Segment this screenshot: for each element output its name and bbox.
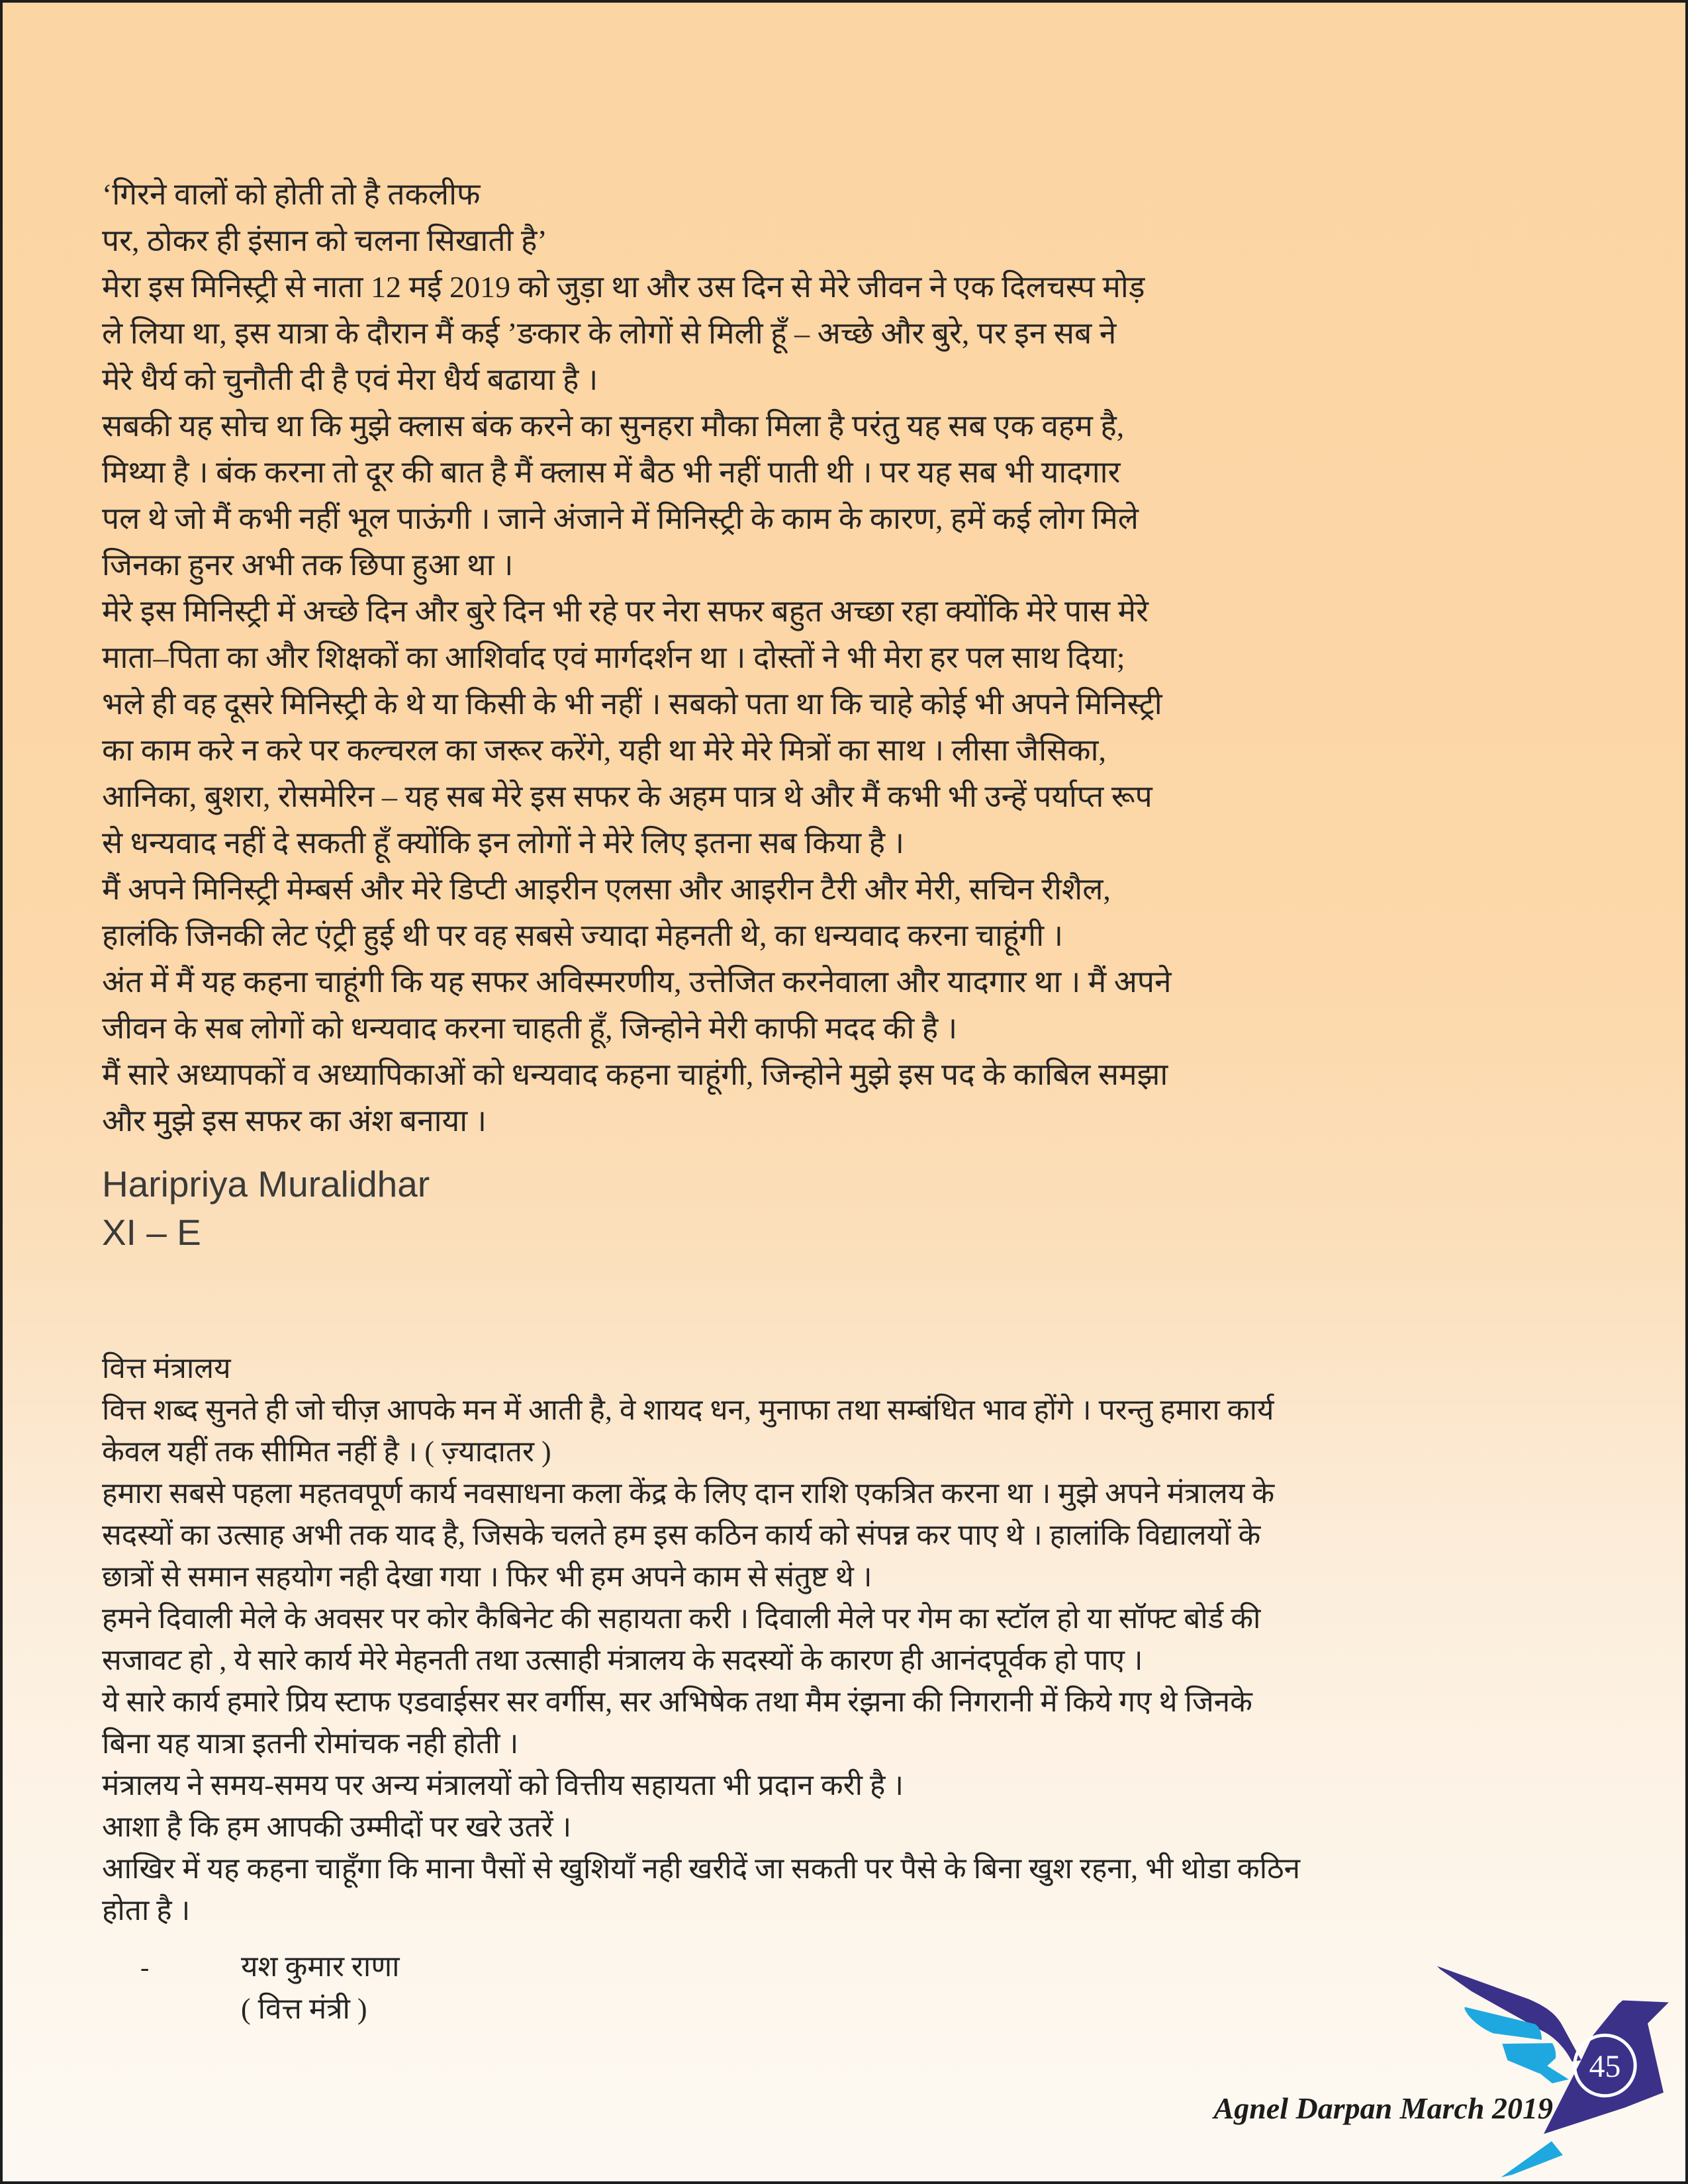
text-line: से धन्यवाद नहीं दे सकती हूँ क्योंकि इन लोगों ने मेरे लिए इतना सब किया है । <box>102 826 905 860</box>
text-line: पल थे जो मैं कभी नहीं भूल पाऊंगी । जाने अंजाने में मिनिस्ट्री के काम के कारण, हमें कई लोग मिले <box>102 502 1139 535</box>
signature-row <box>102 1946 1619 1988</box>
text-line: जीवन के सब लोगों को धन्यवाद करना चाहती हूँ, जिन्होने मेरी काफी मदद की है । <box>102 1011 958 1045</box>
article-ministry-reflection <box>102 171 1626 1257</box>
bird-feather-icon <box>1539 2062 1569 2083</box>
text-line: वित्त शब्द सुनते ही जो चीज़ आपके मन में आती है, वे शायद धन, मुनाफा तथा सम्बंधित भाव होंगे । परन्तु हमारा कार्य <box>102 1394 1274 1426</box>
text-line: माता–पिता का और शिक्षकों का आशिर्वाद एवं मार्गदर्शन था । दोस्तों ने भी मेरा हर पल साथ दिया; <box>102 641 1125 674</box>
text-line: मैं अपने मिनिस्ट्री मेम्बर्स और मेरे डिप्टी आइरीन एलसा और आइरीन टैरी और मेरी, सचिन रीशैल, <box>102 872 1111 906</box>
text-line: का काम करे न करे पर कल्चरल का जरूर करेंगे, यही था मेरे मेरे मित्रों का साथ । लीसा जैसिका, <box>102 733 1107 767</box>
article-finance-ministry <box>102 1347 1619 2030</box>
text-line: मैं सारे अध्यापकों व अध्यापिकाओं को धन्यवाद कहना चाहूंगी, जिन्होने मुझे इस पद के काबिल समझा <box>102 1058 1168 1091</box>
text-line: आखिर में यह कहना चाहूँगा कि माना पैसों से खुशियाँ नही खरीदें जा सकती पर पैसे के बिना खुश रहना, भी थोडा कठिन <box>102 1852 1301 1885</box>
text-line: हमारा सबसे पहला महतवपूर्ण कार्य नवसाधना कला केंद्र के लिए दान राशि एकत्रित करना था । मुझे अपने मंत्रालय के <box>102 1477 1275 1510</box>
author-block <box>102 1160 1626 1257</box>
magazine-footer: Agnel Darpan March 2019 <box>1213 2091 1553 2125</box>
text-line: होता है । <box>102 1894 191 1927</box>
text-line: मेरा इस मिनिस्ट्री से नाता 12 मई 2019 को जुड़ा था और उस दिन से मेरे जीवन ने एक दिलचस्प मोड़ <box>102 270 1145 304</box>
author-class: XI – E <box>102 1212 201 1253</box>
text-line: बिना यह यात्रा इतनी रोमांचक नही होती । <box>102 1727 519 1760</box>
text-line: मिथ्या है । बंक करना तो दूर की बात है मैं क्लास में बैठ भी नहीं पाती थी । पर यह सब भी यादगार <box>102 455 1121 489</box>
text-line: हमने दिवाली मेले के अवसर पर कोर कैबिनेट की सहायता करी । दिवाली मेले पर गेम का स्टॉल हो या सॉफ्ट बोर्ड की <box>102 1602 1261 1635</box>
text-line: सजावट हो , ये सारे कार्य मेरे मेहनती तथा उत्साही मंत्रालय के सदस्यों के कारण ही आनंदपूर्वक हो पाए । <box>102 1644 1143 1676</box>
text-line: सदस्यों का उत्साह अभी तक याद है, जिसके चलते हम इस कठिन कार्य को संपन्न कर पाए थे । हालांकि विद्यालयों के <box>102 1519 1261 1551</box>
text-line: सबकी यह सोच था कि मुझे क्लास बंक करने का सुनहरा मौका मिला है परंतु यह सब एक वहम है, <box>102 409 1125 443</box>
article2-lines <box>102 1389 1619 1931</box>
text-line: छात्रों से समान सहयोग नही देखा गया । फिर भी हम अपने काम से संतुष्ट थे । <box>102 1561 872 1593</box>
text-line: पर, ठोकर ही इंसान को चलना सिखाती है’ <box>102 224 547 257</box>
text-line: अंत में मैं यह कहना चाहूंगी कि यह सफर अविस्मरणीय, उत्तेजित करनेवाला और यादगार था । मैं अपने <box>102 965 1172 999</box>
text-line: आशा है कि हम आपकी उम्मीदों पर खरे उतरें । <box>102 1811 572 1843</box>
text-line: मंत्रालय ने समय-समय पर अन्य मंत्रालयों को वित्तीय सहायता भी प्रदान करी है । <box>102 1769 904 1801</box>
signature-dash: - <box>140 1952 150 1982</box>
page-number: 45 <box>1589 2048 1621 2084</box>
text-line: केवल यहीं तक सीमित नहीं है । ( ज़्यादातर ) <box>102 1435 551 1468</box>
text-line: ‘गिरने वालों को होती तो है तकलीफ <box>102 177 481 211</box>
text-line: आनिका, बुशरा, रोसमेरिन – यह सब मेरे इस सफर के अहम पात्र थे और मैं कभी भी उन्हें पर्याप्त रूप <box>102 780 1152 813</box>
bird-tail-icon <box>1501 2141 1562 2177</box>
text-line: मेरे धैर्य को चुनौती दी है एवं मेरा धैर्य बढाया है । <box>102 363 598 396</box>
article2-heading: वित्त मंत्रालय <box>102 1352 231 1385</box>
text-line: मेरे इस मिनिस्ट्री में अच्छे दिन और बुरे दिन भी रहे पर नेरा सफर बहुत अच्छा रहा क्योंकि मेरे पास मेरे <box>102 594 1149 628</box>
author-name: Haripriya Muralidhar <box>102 1163 430 1205</box>
text-line: जिनका हुनर अभी तक छिपा हुआ था । <box>102 548 514 582</box>
text-line: ले लिया था, इस यात्रा के दौरान मैं कई ’ङकार के लोगों से मिली हूँ – अच्छे और बुरे, पर इन सब ने <box>102 316 1117 350</box>
text-line: और मुझे इस सफर का अंश बनाया । <box>102 1104 487 1138</box>
signature-name: यश कुमार राणा <box>241 1950 400 1983</box>
bird-logo <box>1405 1943 1683 2180</box>
text-line: हालंकि जिनकी लेट एंट्री हुई थी पर वह सबसे ज्यादा मेहनती थे, का धन्यवाद करना चाहूंगी । <box>102 919 1064 952</box>
signature-title: ( वित्त मंत्री ) <box>241 1993 367 2025</box>
text-line: ये सारे कार्य हमारे प्रिय स्टाफ एडवाईसर सर वर्गीस, सर अभिषेक तथा मैम रंझना की निगरानी में किये गए थे जिनके <box>102 1686 1252 1718</box>
article1-lines <box>102 171 1626 1144</box>
text-line: भले ही वह दूसरे मिनिस्ट्री के थे या किसी के भी नहीं । सबको पता था कि चाहे कोई भी अपने मिनिस्ट्री <box>102 687 1162 721</box>
